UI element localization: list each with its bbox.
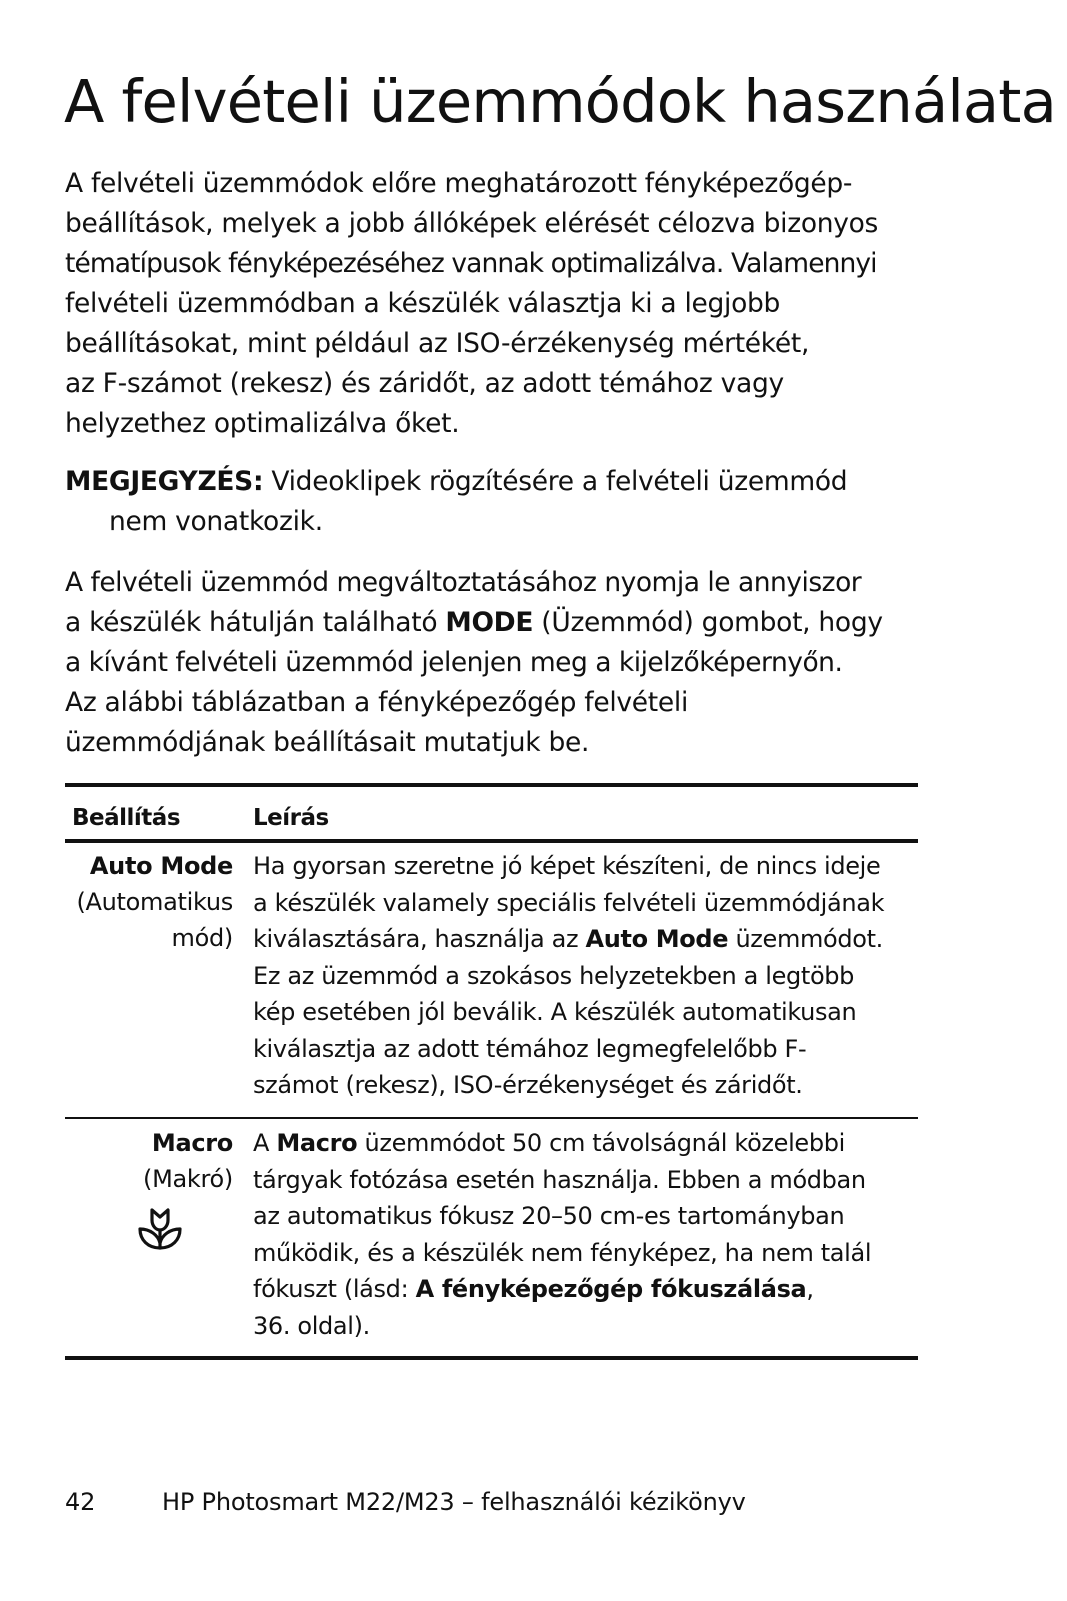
description-line: kép esetében jól beválik. A készülék automatikusan xyxy=(253,998,857,1026)
description-line xyxy=(253,921,918,958)
intro-line: tématípusok fényképezéséhez vannak optimalizálva. Valamennyi xyxy=(65,248,877,279)
note-block xyxy=(65,462,925,542)
description-text: üzemmódot 50 cm távolságnál közelebbi xyxy=(357,1129,845,1157)
description-cell-macro xyxy=(253,1125,918,1344)
description-line: tárgyak fotózása esetén használja. Ebben a módban xyxy=(253,1165,866,1194)
setting-cell-auto-mode xyxy=(65,848,233,956)
description-line xyxy=(253,1271,918,1308)
shooting-modes-table xyxy=(65,783,918,1360)
paragraph-text: a készülék hátulján található xyxy=(65,607,446,638)
paragraph-line: A felvételi üzemmód megváltoztatásához nyomja le annyiszor xyxy=(65,567,862,598)
intro-line: helyzethez optimalizálva őket. xyxy=(65,408,460,439)
description-line: működik, és a készülék nem fényképez, ha nem talál xyxy=(253,1238,872,1267)
column-header-description: Leírás xyxy=(253,805,329,831)
header-rule xyxy=(65,839,918,843)
description-bold: Macro xyxy=(276,1129,358,1157)
description-line: az automatikus fókusz 20–50 cm-es tartományban xyxy=(253,1202,845,1230)
intro-line: beállítások, melyek a jobb állóképek elérését célozva bizonyos xyxy=(65,208,879,239)
description-line: Ha gyorsan szeretne jó képet készíteni, de nincs ideje xyxy=(253,852,881,880)
description-text: kiválasztására, használja az xyxy=(253,925,586,953)
paragraph-line: üzemmódjának beállításait mutatjuk be. xyxy=(65,727,590,758)
cross-reference-link: A fényképezőgép fókuszálása xyxy=(415,1275,807,1303)
paragraph-text: (Üzemmód) gombot, hogy xyxy=(533,607,883,638)
mode-translation: (Automatikus xyxy=(76,888,233,916)
description-bold: Auto Mode xyxy=(585,925,729,953)
description-text: üzemmódot. xyxy=(728,925,883,953)
setting-cell-macro xyxy=(65,1125,233,1197)
mode-change-paragraph xyxy=(65,563,925,763)
description-line: 36. oldal). xyxy=(253,1311,370,1340)
description-text: fókuszt (lásd: xyxy=(253,1275,416,1303)
mode-button-name: MODE xyxy=(445,607,534,638)
description-line: kiválasztja az adott témához legmegfelelőbb F- xyxy=(253,1034,807,1063)
mode-name: Auto Mode xyxy=(89,852,233,880)
column-header-setting: Beállítás xyxy=(72,805,181,831)
table-bottom-rule xyxy=(65,1356,918,1360)
intro-line: felvételi üzemmódban a készülék választja ki a legjobb xyxy=(65,288,781,319)
paragraph-line: a kívánt felvételi üzemmód jelenjen meg a kijelzőképernyőn. xyxy=(65,647,843,678)
intro-line: az F-számot (rekesz) és záridőt, az adott témához vagy xyxy=(65,368,784,399)
paragraph-line xyxy=(65,603,925,643)
mode-translation: (Makró) xyxy=(143,1165,233,1193)
description-text: A xyxy=(253,1129,277,1157)
row-divider xyxy=(65,1117,918,1119)
description-line: a készülék valamely speciális felvételi üzemmódjának xyxy=(253,888,885,917)
table-top-rule xyxy=(65,783,918,787)
intro-paragraph xyxy=(65,164,925,444)
description-line: Ez az üzemmód a szokásos helyzetekben a legtöbb xyxy=(253,961,855,990)
description-line xyxy=(253,1125,918,1162)
intro-line: beállításokat, mint például az ISO-érzékenység mértékét, xyxy=(65,328,810,359)
page-title: A felvételi üzemmódok használata xyxy=(64,67,1056,136)
mode-name: Macro xyxy=(151,1129,233,1157)
macro-flower-icon xyxy=(136,1205,184,1251)
note-text: Videoklipek rögzítésére a felvételi üzemmód xyxy=(263,466,848,497)
intro-line: A felvételi üzemmódok előre meghatározott fényképezőgép- xyxy=(65,168,853,199)
description-cell-auto-mode xyxy=(253,848,918,1104)
page-number: 42 xyxy=(65,1488,96,1516)
note-label: MEGJEGYZÉS: xyxy=(65,466,264,497)
paragraph-line: Az alábbi táblázatban a fényképezőgép felvételi xyxy=(65,687,689,718)
description-line: számot (rekesz), ISO-érzékenységet és záridőt. xyxy=(253,1071,803,1099)
note-text-continued: nem vonatkozik. xyxy=(109,506,323,537)
description-text: , xyxy=(806,1275,814,1303)
mode-translation: mód) xyxy=(171,924,233,952)
footer-title: HP Photosmart M22/M23 – felhasználói kézikönyv xyxy=(162,1488,746,1516)
